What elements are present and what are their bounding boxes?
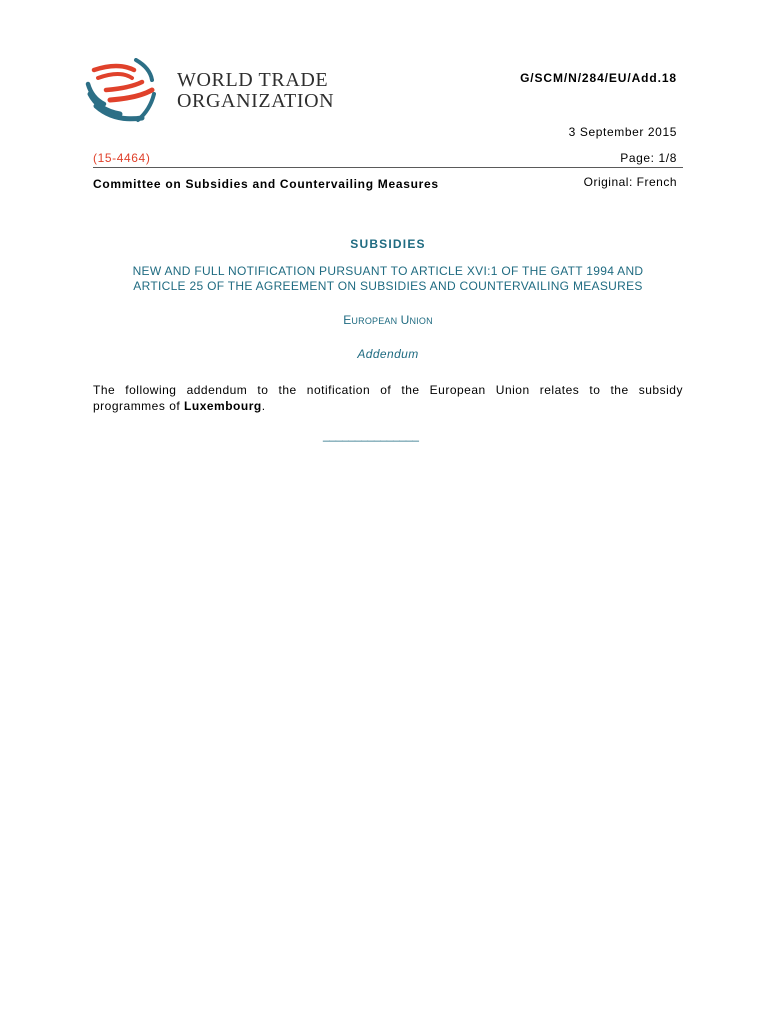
body-word: subsidy	[638, 383, 683, 397]
wto-logo	[84, 58, 344, 128]
header-divider	[93, 167, 683, 168]
title-line-1: NEW AND FULL NOTIFICATION PURSUANT TO ARTICLE XVI:1 OF THE GATT 1994 AND	[132, 264, 644, 278]
body-word: the	[401, 383, 420, 397]
body-line-2-prefix: programmes of	[93, 399, 185, 413]
member-initial: U	[400, 313, 410, 327]
wto-wordmark	[177, 70, 334, 112]
body-word: of	[380, 383, 392, 397]
body-line-2-suffix: .	[261, 399, 266, 413]
body-word: following	[125, 383, 177, 397]
body-word: to	[257, 383, 269, 397]
page-count: Page: 1/8	[620, 151, 677, 165]
member-rest: NION	[409, 316, 433, 326]
wto-emblem-icon	[84, 58, 166, 128]
body-line-1	[93, 382, 683, 398]
body-word: addendum	[186, 383, 248, 397]
document-type: Addendum	[357, 347, 419, 361]
body-line-2	[93, 398, 683, 414]
body-paragraph	[93, 382, 683, 414]
body-word: to	[589, 383, 601, 397]
document-number: (15-4464)	[93, 151, 151, 165]
section-heading: SUBSIDIES	[350, 237, 426, 251]
country-name: Luxembourg	[184, 399, 262, 413]
body-word: Union	[495, 383, 530, 397]
original-language: Original: French	[583, 175, 677, 189]
member-name-text	[343, 315, 433, 327]
member-name	[93, 313, 683, 327]
notification-title	[93, 264, 683, 294]
closing-rule: _______________	[323, 428, 419, 442]
body-word: notification	[306, 383, 371, 397]
wordmark-line-1: WORLD TRADE	[177, 69, 329, 91]
member-initial: E	[343, 313, 352, 327]
wordmark-line-2: ORGANIZATION	[177, 90, 335, 112]
document-date: 3 September 2015	[568, 125, 677, 139]
committee-name: Committee on Subsidies and Countervailing Measures	[93, 177, 439, 191]
member-rest: UROPEAN	[351, 316, 398, 326]
body-word: European	[429, 383, 486, 397]
document-symbol: G/SCM/N/284/EU/Add.18	[520, 71, 677, 85]
body-word: the	[278, 383, 297, 397]
body-word: the	[610, 383, 629, 397]
body-word: The	[93, 383, 116, 397]
title-line-2: ARTICLE 25 OF THE AGREEMENT ON SUBSIDIES AND COUNTERVAILING MEASURES	[133, 279, 643, 293]
body-word: relates	[539, 383, 580, 397]
